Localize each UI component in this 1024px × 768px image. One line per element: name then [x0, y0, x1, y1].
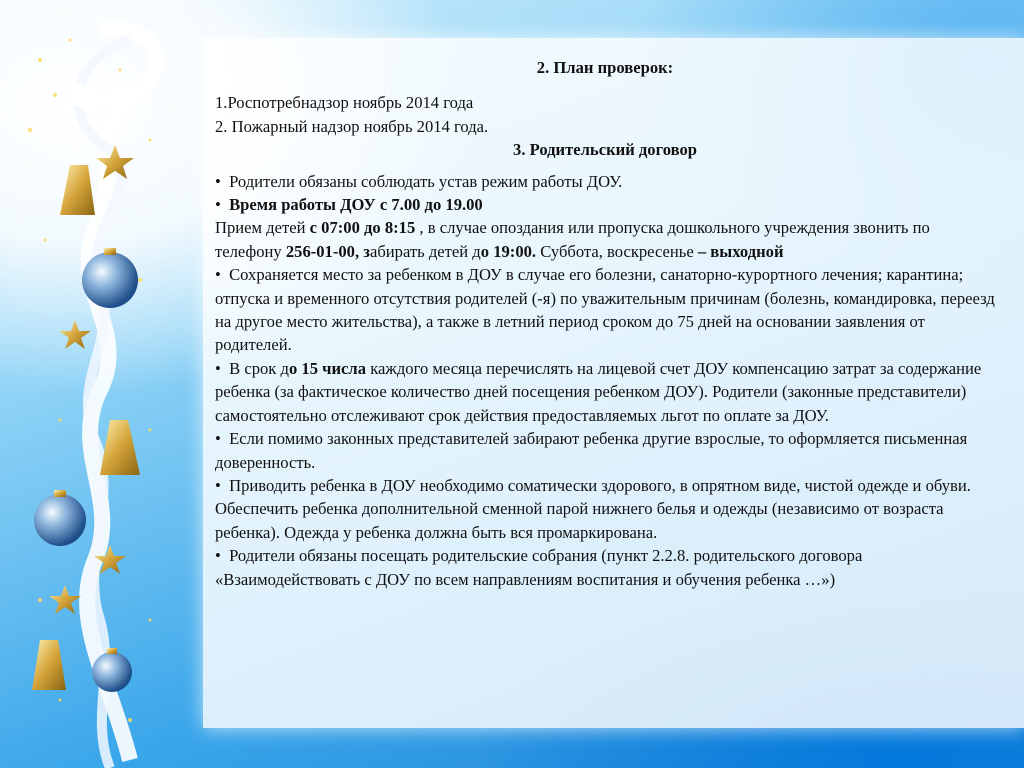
reception-text-2: , в случае опоздания или пропуска дошкольного учреждения звонить по телефону — [215, 218, 930, 261]
rule-bullet-place-retained-text: Сохраняется место за ребенком в ДОУ в случае его болезни, санаторно-курортного лечения; карантина; отпуска и временного отсутствия родителей (-я) по уважительным причинам (болезнь, командировка, переезд на другое место жительства), а также в летний период сроком до 75 дней на основании заявления от родителей. — [215, 265, 995, 355]
reception-text-1: Прием детей — [215, 218, 310, 238]
gold-bell-icon — [100, 420, 140, 475]
rule-bullet-proxy-text: Если помимо законных представителей забирают ребенка другие взрослые, то оформляется письменная доверенность. — [215, 429, 968, 472]
rule-bullet-meetings-text: Родители обязаны посещать родительские собрания (пункт 2.2.8. родительского договора «Взаимодействовать с ДОУ по всем направлениям воспитания и обучения ребенка …») — [215, 546, 863, 589]
payment-deadline: о 15 числа — [288, 358, 367, 378]
reception-text-4: Суббота, воскресенье — [536, 241, 698, 261]
blue-ornament-ball-icon — [92, 652, 132, 692]
reception-hours: с 07:00 до 8:15 — [309, 218, 416, 238]
rule-bullet-meetings — [215, 544, 995, 591]
blue-ornament-ball-icon — [82, 252, 138, 308]
payment-text-2: каждого месяца перечислять на лицевой счет ДОУ компенсацию затрат за содержание ребенка (за фактическое количество дней посещения ребенком ДОУ). Родители (законные представители) самостоятельно отслеживают срок действия предоставляемых льгот по оплате за ДОУ. — [215, 358, 982, 425]
pickup-time: о 19:00. — [480, 241, 537, 261]
plan-item-2: 2. Пожарный надзор ноябрь 2014 года. — [215, 116, 489, 136]
contract-title: 3. Родительский договор — [513, 140, 697, 160]
blue-ornament-ball-icon — [34, 494, 86, 546]
weekend-days-off: – выходной — [697, 241, 784, 261]
gold-star-icon — [59, 320, 91, 349]
gold-star-icon — [49, 585, 81, 614]
rule-bullet-place-retained — [215, 263, 995, 357]
rule-bullet-proxy — [215, 427, 995, 474]
rule-bullet-health-clothing-text: Приводить ребенка в ДОУ необходимо соматически здорового, в опрятном виде, чистой одежде и обуви. Обеспечить ребенка дополнительной сменной парой нижнего белья и одежды (независимо от возраста ребенка). Одежда у ребенка должна быть вся промаркирована. — [215, 475, 971, 542]
plan-title: 2. План проверок: — [536, 58, 674, 77]
rule-bullet-charter — [215, 170, 995, 193]
payment-text-1: В срок д — [229, 358, 289, 378]
document-content — [215, 56, 995, 591]
ribbon-bow — [66, 84, 137, 108]
gold-bell-icon — [32, 640, 66, 690]
gold-bell-icon — [60, 165, 95, 215]
reception-paragraph — [215, 216, 995, 263]
rule-bullet-hours — [215, 193, 995, 216]
rule-bullet-payment — [215, 357, 995, 427]
plan-item-1: 1.Роспотребнадзор ноябрь 2014 года — [215, 93, 474, 113]
rule-bullet-hours-text: Время работы ДОУ с 7.00 до 19.00 — [229, 195, 483, 215]
reception-text-3: абирать детей д — [369, 241, 481, 261]
christmas-garland-decoration — [0, 0, 205, 768]
phone-number: 256-01-00, з — [285, 241, 370, 261]
rule-bullet-charter-text: Родители обязаны соблюдать устав режим работы ДОУ. — [229, 171, 623, 191]
rule-bullet-health-clothing — [215, 474, 995, 544]
